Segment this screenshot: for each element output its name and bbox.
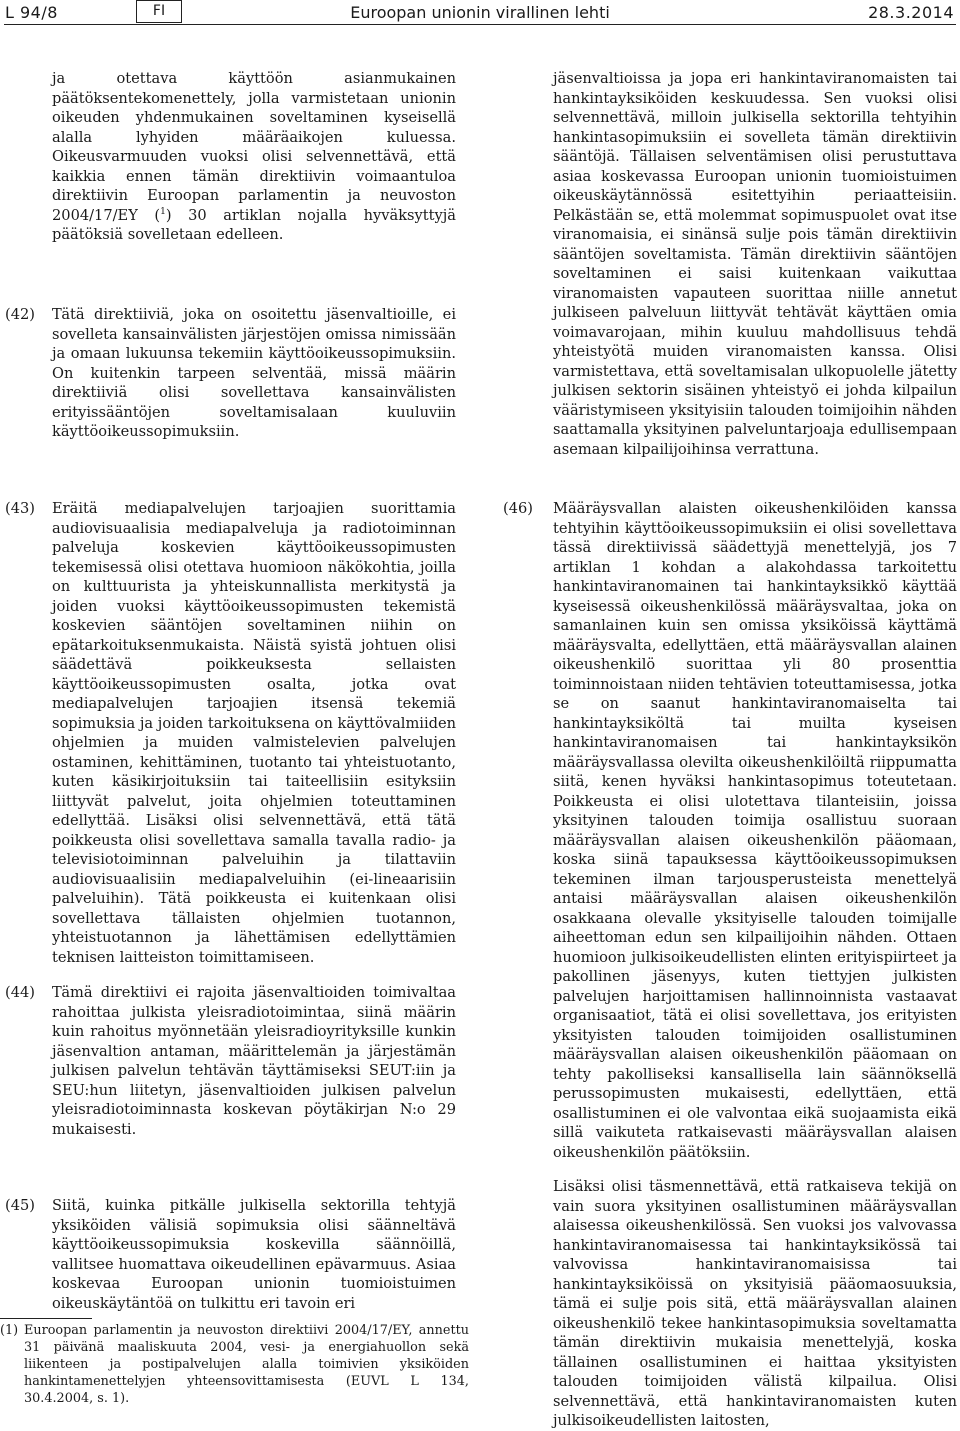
paragraph-text-end: ) 30 artiklan nojalla hyväksyttyjä päätöksiä sovelletaan edelleen.: [52, 206, 456, 243]
footnote-text: Euroopan parlamentin ja neuvoston direktiivi 2004/17/EY, annettu 31 päivänä maaliskuuta 2004, vesi- ja energiahuollon sekä liikenteen ja postipalvelujen alalla toimivien yksiköiden hankintamenettelyjen yhteensovittamisesta (EUVL L 134, 30.4.2004, s. 1).: [24, 1323, 469, 1406]
footnote-ref: 1: [160, 206, 166, 217]
recital-41-continuation: [52, 69, 456, 245]
footnote-number: (1): [0, 1323, 19, 1338]
paragraph-text: jäsenvaltioissa ja jopa eri hankintaviranomaisten tai hankintayksiköiden keskuudessa. Sen vuoksi olisi selvennettävä, milloin julkisella sektorilla tehtyihin hankintasopimuksiin ei sovelleta tämän direktiivin sääntöjä. Tällaisen selventämisen olisi perustuttava asiaa koskevassa Euroopan unionin tuomioistuimen oikeuskäytännössä esitettyihin periaatteisiin. Pelkästään se, että molemmat sopimuspuolet ovat itse viranomaisia, ei sinänsä sulje pois tämän direktiivin sääntöjen soveltamista. Tämän direktiivin sääntöjen soveltaminen ei saisi kuitenkaan vaikuttaa viranomaisten vapauteen suorittaa niille annetut julkiseen palveluun liittyvät tehtävät käyttäen omia voimavarojaan, mihin kuuluu mahdollisuus tehdä yhteistyötä muiden viranomaisten kanssa. Olisi varmistettava, että soveltamisalan ulkopuolelle jätetty julkisen sektorin sisäinen yhteistyö ei johda kilpailun vääristymiseen yksityisiin talouden toimijoihin nähden saattamalla yksityinen palveluntarjoaja edullisempaan asemaan kilpailijoihinsa verrattuna.: [553, 70, 957, 458]
publication-date: 28.3.2014: [868, 3, 954, 22]
recital-text: Tätä direktiiviä, joka on osoitettu jäsenvaltioille, ei sovelleta kansainvälisten järjestöjen omissa nimissään ja omaan lukuunsa tekemiin käyttöoikeussopimuksiin. On kuitenkin tarpeen selventää, missä määrin direktiiviä olisi sovellettava kansainvälisten erityissääntöjen soveltamisalaan kuuluviin käyttöoikeussopimuksiin.: [52, 306, 456, 440]
recital-text: Siitä, kuinka pitkälle julkisella sektorilla tehtyjä yksiköiden välisiä sopimuksia olisi säänneltävä käyttöoikeussopimuksia koskevilla säännöillä, vallitsee huomattava oikeudellinen epävarmuus. Asiaa koskevaa Euroopan unionin tuomioistuimen oikeuskäytäntöä on tulkittu eri tavoin eri: [52, 1197, 456, 1312]
header-rule: [4, 24, 956, 25]
journal-header: [0, 0, 960, 30]
recital-number: (42): [5, 306, 35, 323]
journal-title: Euroopan unionin virallinen lehti: [350, 3, 610, 22]
recital-number: (44): [5, 984, 35, 1001]
recital-46-continuation: [553, 1177, 957, 1431]
recital-number: (46): [503, 500, 533, 517]
recital-45-continuation: [553, 69, 957, 459]
recital-number: (43): [5, 500, 35, 517]
footnote-rule: [0, 1318, 92, 1319]
paragraph-text: Lisäksi olisi täsmennettävä, että ratkaiseva tekijä on vain suora yksityinen osallistuminen määräysvallan alaisessa oikeushenkilössä. Sen vuoksi jos valvovassa hankintaviranomaisessa tai hankintayksikössä tai valvovissa hankintaviranomaisissa tai hankintayksiköissä on yksityisiä pääomaosuuksia, tämä ei sulje pois sitä, että määräysvallan alainen oikeushenkilö tekee hankintasopimuksia soveltamatta tämän direktiivin mukaisia menettelyjä, koska tällainen osallistuminen ei haittaa yksityisten talouden toimijoiden välistä kilpailua. Olisi selvennettävä, että hankintaviranomaisten kuten julkisoikeudellisten laitosten,: [553, 1178, 957, 1429]
recital-number: (45): [5, 1197, 35, 1214]
page-reference: L 94/8: [5, 3, 58, 22]
language-code-box: FI: [136, 0, 182, 23]
recital-text: Eräitä mediapalvelujen tarjoajien suorittamia audiovisuaalisia mediapalveluja ja radiotoiminnan palveluja koskevien käyttöoikeussopimusten tekemisessä olisi otettava huomioon näkökohtia, joilla on kulttuurista ja yhteiskunnallista merkitystä ja joiden vuoksi käyttöoikeussopimusten tekemistä koskevien sääntöjen soveltaminen niihin on epätarkoituksenmukaista. Näistä syistä johtuen olisi säädettävä poikkeuksesta sellaisten käyttöoikeussopimusten osalta, jotka ovat mediapalvelujen tarjoajien itsensä tekemiä sopimuksia ja joiden tarkoituksena on käyttövalmiiden ohjelmien ja muiden valmistelevien palvelujen ostaminen, kehittäminen, tuotanto tai yhteistuotanto, kuten käsikirjoituksiin tai taiteellisiin esityksiin liittyvät palvelut, joita ohjelmien toteuttaminen edellyttää. Lisäksi olisi selvennettävä, että tätä poikkeusta olisi sovellettava samalla tavalla radio- ja televisiotoiminnan palveluihin ja tilattaviin audiovisuaalisiin mediapalveluihin (ei-lineaarisiin palveluihin). Tätä poikkeusta ei kuitenkaan olisi sovellettava tällaisten ohjelmien tuotannon, yhteistuotannon ja lähettämisen edellyttämien teknisen laitteiston toimittamiseen.: [52, 500, 456, 966]
recital-text: Määräysvallan alaisten oikeushenkilöiden kanssa tehtyihin käyttöoikeussopimuksiin ei olisi sovellettava tässä direktiivissä säädettyjä menettelyjä, jos 7 artiklan 1 kohdan a alakohdassa tarkoitettu hankintaviranomainen tai hankintayksikkö käyttää kyseisessä oikeushenkilössä määräysvaltaa, joka on samanlainen kuin sen omissa yksiköissä käyttämä määräysvalta, edellyttäen, että määräysvallan alainen oikeushenkilö suorittaa yli 80 prosenttia toiminnoistaan niiden tehtävien toteuttamisessa, jotka se on saanut hankintaviranomaiselta tai hankintayksiköltä tai muilta kyseisen hankintaviranomaisen tai hankintayksikön määräysvallassa olevilta oikeushenkilöiltä riippumatta siitä, kenen hyväksi hankintasopimus toteutetaan. Poikkeusta ei olisi ulotettava tilanteisiin, joissa yksityinen talouden toimija osallistuu suoraan määräysvallan alaisen oikeushenkilön pääomaan, koska siinä tapauksessa käyttöoikeussopimuksen tekeminen ilman tarjousperusteista menettelyä antaisi määräysvallan alaisen oikeushenkilön osakkaana olevalle yksityiselle talouden toimijalle aiheettoman edun sen kilpailijoihin nähden. Ottaen huomioon julkisoikeudellisten elinten erityispiirteet ja pakollinen jäsenyys, kuten tiettyjen julkisten palvelujen harjoittamisen hallinnoinnista vastaavat organisaatiot, tätä ei olisi sovellettava, jos erityisten yksityisten talouden toimijoiden osallistuminen määräysvallan alaisen oikeushenkilön pääomaan on tehty pakolliseksi kansallisella lain säännöksellä perussopimusten mukaisesti, edellyttäen, että osallistuminen ei ole valvontaa eikä suojaamista eikä sillä vaikuteta ratkaisevasti määräysvallan alaisen oikeushenkilön päätöksiin.: [553, 500, 957, 1161]
recital-text: Tämä direktiivi ei rajoita jäsenvaltioiden toimivaltaa rahoittaa julkista yleisradiotoimintaa, siinä määrin kuin rahoitus myönnetään yleisradioyrityksille kunkin jäsenvaltion antaman, määrittelemän ja järjestämän julkisen palvelun tehtävän täyttämiseksi SEUT:iin ja SEU:hun liitetyn, jäsenvaltioiden julkisen palvelun yleisradiotoiminnasta koskevan pöytäkirjan N:o 29 mukaisesti.: [52, 984, 456, 1138]
paragraph-text: ja otettava käyttöön asianmukainen päätöksentekomenettely, jolla varmistetaan unionin oikeuden yhdenmukainen soveltaminen kyseisellä alalla lyhyiden määräaikojen kuluessa. Oikeusvarmuuden vuoksi olisi selvennettävä, että kaikkia ennen tämän direktiivin voimaantuloa direktiivin Euroopan parlamentin ja neuvoston 2004/17/EY (: [52, 70, 456, 224]
